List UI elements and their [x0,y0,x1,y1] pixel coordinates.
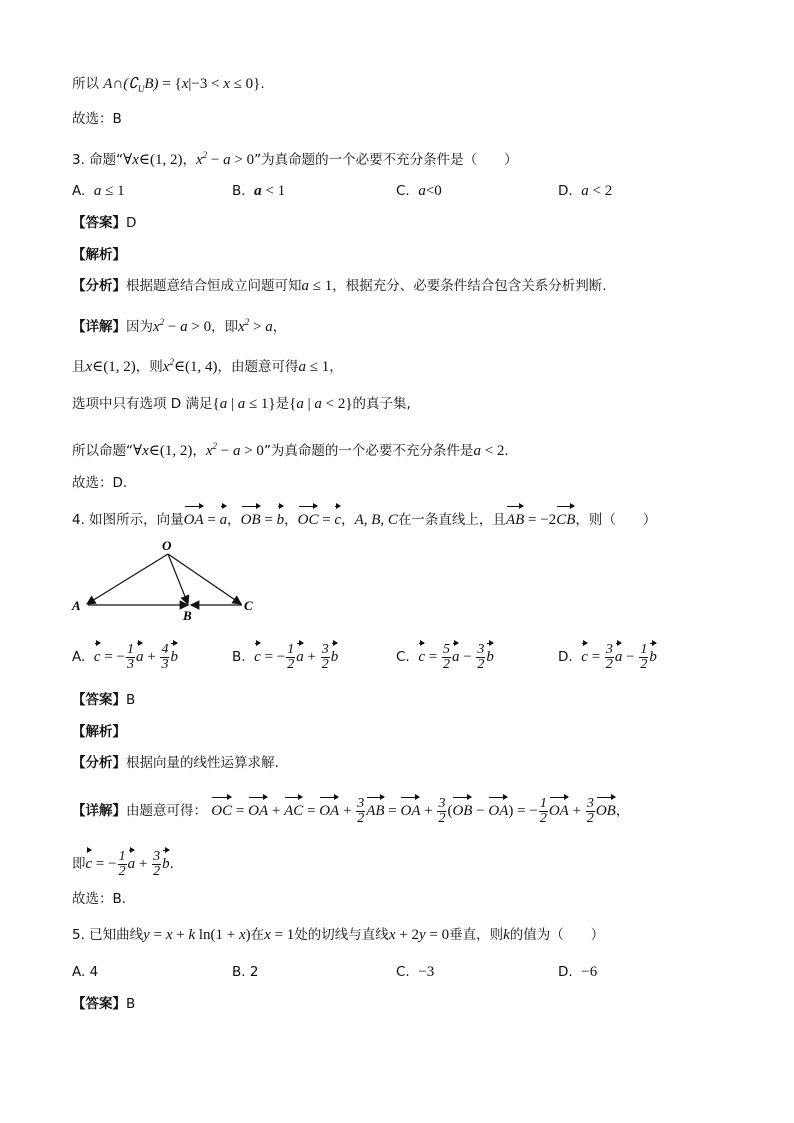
vector-oa [87,554,168,604]
label-o: O [162,538,172,553]
q3-detail-3: 选项中只有选项 D 满足{a | a ≤ 1}是{a | a < 2}的真子集, [72,396,411,412]
label-c: C [244,598,253,613]
q3-detail-1: 【详解】因为$x^2 - a > 0$，即$x^2 > a$， [72,317,287,335]
q4-detail-2: 即c = − $\frac{1}{2}$ a + $\frac{3}{2}$ b. [72,849,174,879]
q4-option-c: C. c = $\frac{5}{2}$ a − $\frac{3}{2}$ b [396,642,494,672]
label-a: A [72,598,81,613]
q3-analysis-summary: 【分析】根据题意结合恒成立问题可知a ≤ 1，根据充分、必要条件结合包含关系分析判断. [72,278,607,294]
q4-option-d: D. c = $\frac{3}{2}$ a − $\frac{1}{2}$ b [558,642,657,672]
label-b: B [183,608,192,623]
q3-choose: 故选：D. [72,475,128,491]
q3-analysis-heading: 【解析】 [72,247,126,263]
q4-option-a: A. c = − $\frac{1}{3}$ a + $\frac{4}{3}$ b [72,642,178,672]
question-4-stem: 4. 如图所示，向量OA = a，OB = b，OC = c，A, B, C在一条直线上，且AB = −2CB，则（ ） [72,512,657,528]
q3-detail-4: 所以命题“∀x∈(1, 2)，$x^2 - a > 0$”为真命题的一个必要不充分条件是a < 2. [72,441,509,459]
vector-oc [168,554,241,604]
q4-choose: 故选：B. [72,891,127,907]
q4-option-b: B. c = − $\frac{1}{2}$ a + $\frac{3}{2}$ b [232,642,339,672]
q3-answer: 【答案】D [72,215,137,231]
conclusion-line: 所以 $A\cap(∁_UB) = \{x|-3 < x \le 0\}$. [72,76,265,94]
q5-option-b: B. 2 [232,964,259,980]
question-3-stem: 3. 命题“∀x∈(1, 2)，$x^2 - a > 0$”为真命题的一个必要不充分条件是（ ） [72,150,518,168]
question-5-stem: 5. 已知曲线y = x + k ln(1 + x)在x = 1处的切线与直线x + 2y = 0垂直，则k的值为（ ） [72,927,605,943]
q5-answer: 【答案】B [72,996,136,1012]
q4-answer: 【答案】B [72,692,136,708]
q3-option-c: C. a<0 [396,183,442,199]
q4-analysis-summary: 【分析】根据向量的线性运算求解. [72,755,279,771]
set-intersection-formula: $A\cap(∁_UB) = \{x|-3 < x \le 0\}$ [103,76,261,94]
q3-option-b: B. a < 1 [232,183,286,199]
choice-line: 故选：B [72,111,122,127]
q3-detail-2: 且x∈(1, 2)，则$x^2\in(1$, 4)，由题意可得a ≤ 1， [72,357,343,375]
vector-figure [64,536,274,630]
q5-option-c: C. −3 [396,964,435,980]
q3-option-a: A. a ≤ 1 [72,183,125,199]
q5-option-a: A. 4 [72,964,99,980]
q3-option-d: D. a < 2 [558,183,613,199]
triangle-diagram [64,536,274,626]
q4-detail-1: 【详解】由题意可得： OC = OA + AC = OA + $\frac{3}{2}$ AB = OA + $\frac{3}{2}$ (OB − OA) = − $\frac{1}{2}$ OA + $\frac{3}{2}$ OB， [72,796,630,826]
q4-analysis-heading: 【解析】 [72,724,126,740]
q5-option-d: D. −6 [558,964,598,980]
